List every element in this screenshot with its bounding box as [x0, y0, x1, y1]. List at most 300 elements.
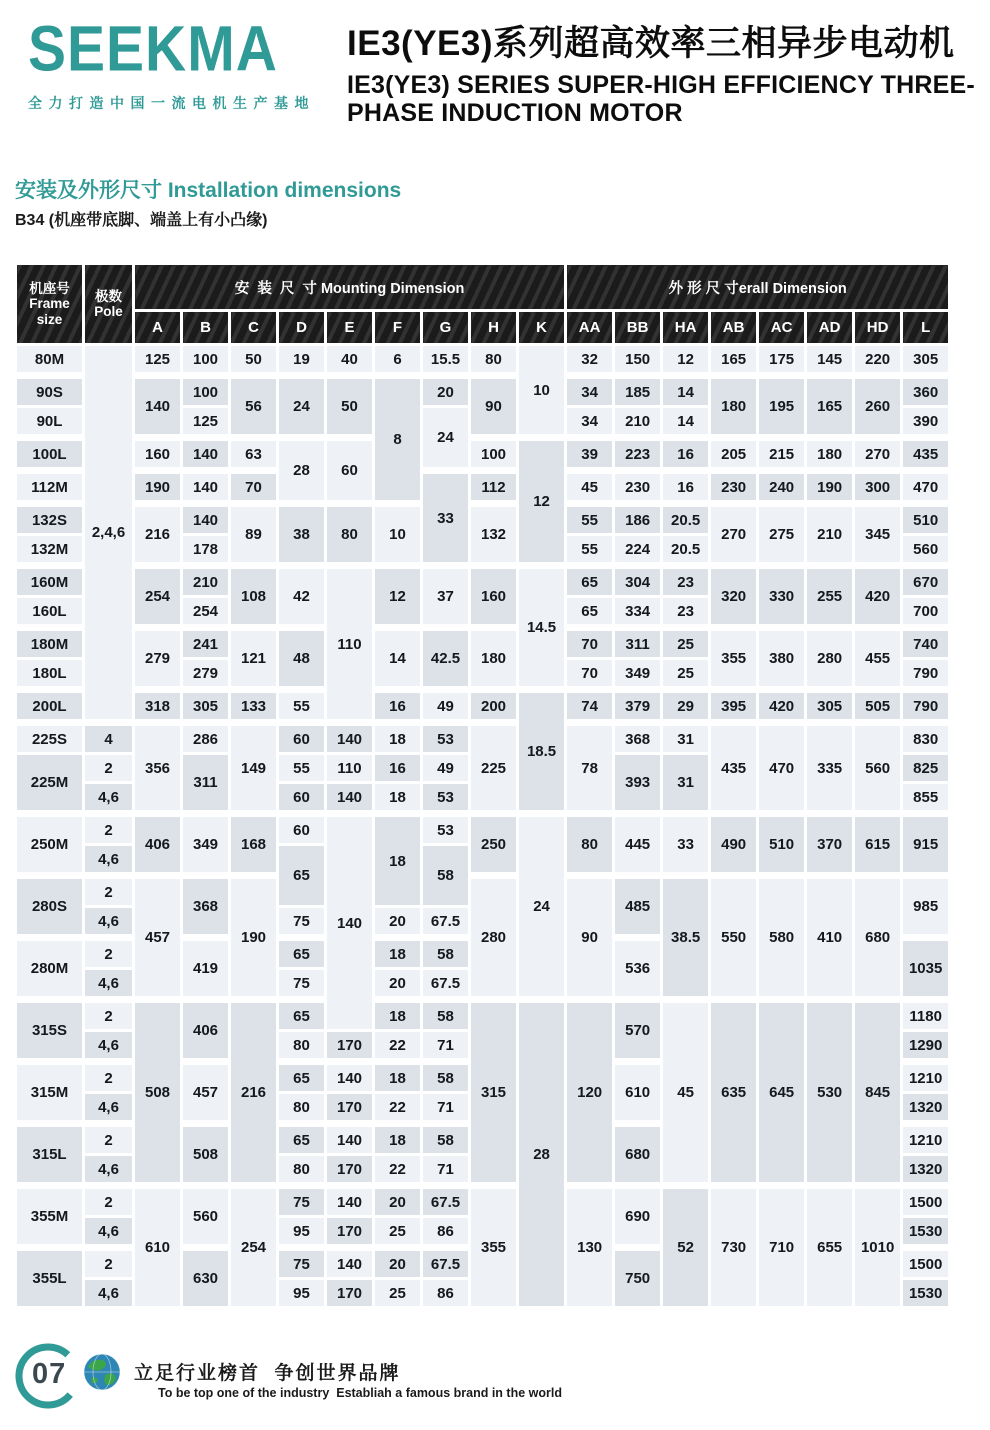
dimension-cell: 710: [758, 1186, 806, 1308]
footer-page-number: 07: [32, 1358, 67, 1390]
dimension-cell: 305: [182, 690, 230, 723]
dimension-cell: 49: [422, 690, 470, 723]
dimension-cell: 740: [902, 628, 950, 659]
dimension-cell: 39: [566, 438, 614, 471]
dimension-cell: 18: [374, 938, 422, 969]
dimension-cell: 510: [758, 814, 806, 876]
dimension-cell: 145: [806, 345, 854, 376]
dimension-cell: 80: [278, 1031, 326, 1062]
header-pole: [84, 264, 134, 345]
dimension-cell: 270: [710, 504, 758, 566]
dimension-cell: 140: [182, 504, 230, 535]
dimension-cell: 406: [182, 1000, 230, 1062]
dimension-cell: 216: [134, 504, 182, 566]
dimension-cell: 170: [326, 1093, 374, 1124]
dimension-cell: 1210: [902, 1124, 950, 1155]
dimension-cell: 31: [662, 723, 710, 754]
column-header-AC: AC: [758, 311, 806, 345]
dimension-cell: 455: [854, 628, 902, 690]
dimension-cell: 52: [662, 1186, 710, 1308]
dimension-cell: 95: [278, 1279, 326, 1308]
dimension-cell: 470: [758, 723, 806, 814]
dimension-cell: 160: [134, 438, 182, 471]
brand-logo: SEEKMA: [28, 13, 278, 86]
dimension-cell: 505: [854, 690, 902, 723]
dimension-cell: 560: [182, 1186, 230, 1248]
dimension-cell: 55: [278, 690, 326, 723]
column-header-H: H: [470, 311, 518, 345]
dimension-cell: 190: [230, 876, 278, 1000]
dimension-cell: 16: [662, 438, 710, 471]
page-title-block: [347, 16, 987, 127]
dimension-cell: 216: [230, 1000, 278, 1186]
dimension-cell: 100: [182, 376, 230, 407]
table-row: [16, 876, 950, 907]
dimension-cell: 318: [134, 690, 182, 723]
frame-size-cell: 160L: [16, 597, 84, 628]
dimension-cell: 71: [422, 1031, 470, 1062]
dimension-cell: 34: [566, 376, 614, 407]
dimension-cell: 560: [902, 535, 950, 566]
table-row: [16, 1186, 950, 1217]
dimension-cell: 12: [518, 438, 566, 566]
pole-cell: 4,6: [84, 1279, 134, 1308]
dimension-cell: 845: [854, 1000, 902, 1186]
dimension-cell: 60: [278, 723, 326, 754]
pole-cell: 4,6: [84, 783, 134, 814]
pole-cell: 4,6: [84, 969, 134, 1000]
dimension-cell: 670: [902, 566, 950, 597]
column-header-G: G: [422, 311, 470, 345]
dimension-cell: 22: [374, 1155, 422, 1186]
dimension-cell: 165: [710, 345, 758, 376]
dimension-cell: 355: [470, 1186, 518, 1308]
section-subheading: B34 (机座带底脚、端盖上有小凸缘): [15, 212, 268, 229]
dimension-cell: 58: [422, 1124, 470, 1155]
dimension-cell: 48: [278, 628, 326, 690]
dimension-cell: 360: [902, 376, 950, 407]
dimension-cell: 790: [902, 659, 950, 690]
dimension-cell: 190: [806, 471, 854, 504]
column-header-K: K: [518, 311, 566, 345]
dimension-cell: 74: [566, 690, 614, 723]
dimension-cell: 178: [182, 535, 230, 566]
dimension-cell: 368: [614, 723, 662, 754]
dimension-cell: 100: [470, 438, 518, 471]
pole-cell: 2: [84, 1248, 134, 1279]
dimension-cell: 60: [278, 783, 326, 814]
dimension-cell: 33: [422, 471, 470, 566]
dimension-cell: 1530: [902, 1279, 950, 1308]
dimension-cell: 6: [374, 345, 422, 376]
dimension-cell: 50: [230, 345, 278, 376]
dimension-cell: 560: [854, 723, 902, 814]
footer-slogan-cn: 立足行业榜首 争创世界品牌: [134, 1363, 401, 1384]
pole-cell: 2: [84, 876, 134, 907]
dimension-cell: 230: [614, 471, 662, 504]
dimension-cell: 65: [278, 938, 326, 969]
dimension-cell: 65: [566, 566, 614, 597]
dimension-cell: 1210: [902, 1062, 950, 1093]
dimension-cell: 536: [614, 938, 662, 1000]
dimension-cell: 45: [662, 1000, 710, 1186]
dimension-cell: 175: [758, 345, 806, 376]
table-row: [16, 690, 950, 723]
dimension-cell: 10: [374, 504, 422, 566]
dimension-cell: 58: [422, 1062, 470, 1093]
pole-cell: 4,6: [84, 1155, 134, 1186]
table-head-group-row: [16, 264, 950, 311]
table-body: [16, 345, 950, 1308]
footer-slogan-en: To be top one of the industry Establiah a famous brand in the world: [158, 1386, 562, 1400]
frame-size-cell: 315M: [16, 1062, 84, 1124]
table-row: [16, 504, 950, 535]
pole-cell: 2: [84, 1186, 134, 1217]
dimension-cell: 42: [278, 566, 326, 628]
dimension-cell: 419: [182, 938, 230, 1000]
column-header-AD: AD: [806, 311, 854, 345]
dimension-cell: 37: [422, 566, 470, 628]
dimension-cell: 255: [806, 566, 854, 628]
dimension-cell: 225: [470, 723, 518, 814]
frame-size-cell: 200L: [16, 690, 84, 723]
dimension-cell: 86: [422, 1279, 470, 1308]
dimension-cell: 230: [710, 471, 758, 504]
product-title-en-line1: IE3(YE3) SERIES SUPER-HIGH EFFICIENCY THREE-: [347, 71, 975, 99]
dimension-cell: 195: [758, 376, 806, 438]
dimension-cell: 240: [758, 471, 806, 504]
column-header-D: D: [278, 311, 326, 345]
dimension-cell: 280: [470, 876, 518, 1000]
dimension-cell: 18: [374, 1000, 422, 1031]
dimension-cell: 140: [326, 1186, 374, 1217]
dimension-cell: 20: [374, 907, 422, 938]
product-title-en-line2: PHASE INDUCTION MOTOR: [347, 99, 683, 127]
dimension-cell: 508: [134, 1000, 182, 1186]
dimension-cell: 305: [806, 690, 854, 723]
table-row: [16, 566, 950, 597]
dimension-cell: 140: [134, 376, 182, 438]
dimension-cell: 80: [326, 504, 374, 566]
dimension-cell: 550: [710, 876, 758, 1000]
dimension-cell: 420: [758, 690, 806, 723]
dimension-cell: 58: [422, 845, 470, 907]
dimension-cell: 580: [758, 876, 806, 1000]
dimension-cell: 140: [326, 1062, 374, 1093]
dimension-cell: 34: [566, 407, 614, 438]
column-header-HA: HA: [662, 311, 710, 345]
dimension-cell: 320: [710, 566, 758, 628]
dimension-cell: 28: [278, 438, 326, 504]
dimension-cell: 20: [422, 376, 470, 407]
dimension-cell: 379: [614, 690, 662, 723]
dimension-cell: 78: [566, 723, 614, 814]
dimension-cell: 67.5: [422, 1248, 470, 1279]
frame-size-cell: 160M: [16, 566, 84, 597]
dimension-cell: 445: [614, 814, 662, 876]
dimension-cell: 12: [662, 345, 710, 376]
dimension-cell: 420: [854, 566, 902, 628]
dimension-cell: 14: [662, 376, 710, 407]
dimension-cell: 570: [614, 1000, 662, 1062]
dimension-cell: 18: [374, 1124, 422, 1155]
globe-icon: [82, 1352, 122, 1392]
frame-size-cell: 225M: [16, 754, 84, 814]
dimension-cell: 140: [182, 471, 230, 504]
dimension-cell: 304: [614, 566, 662, 597]
dimension-cell: 170: [326, 1155, 374, 1186]
dimension-cell: 20.5: [662, 535, 710, 566]
dimension-cell: 18: [374, 723, 422, 754]
dimension-cell: 279: [182, 659, 230, 690]
dimension-cell: 645: [758, 1000, 806, 1186]
frame-size-cell: 132M: [16, 535, 84, 566]
dimension-cell: 16: [374, 754, 422, 783]
header-mounting-dimension: 安 装 尺 寸 Mounting Dimension: [134, 264, 566, 311]
column-header-C: C: [230, 311, 278, 345]
dimension-cell: 380: [758, 628, 806, 690]
dimension-cell: 250: [470, 814, 518, 876]
dimension-cell: 254: [134, 566, 182, 628]
pole-cell: 4,6: [84, 1217, 134, 1248]
dimension-cell: 38.5: [662, 876, 710, 1000]
dimension-cell: 334: [614, 597, 662, 628]
dimension-cell: 140: [326, 783, 374, 814]
dimension-cell: 275: [758, 504, 806, 566]
dimension-cell: 108: [230, 566, 278, 628]
table-head-columns-row: [16, 311, 950, 345]
dimension-cell: 60: [326, 438, 374, 504]
table-row: [16, 345, 950, 376]
dimension-cell: 80: [278, 1155, 326, 1186]
header-frame-en1: Frame: [29, 296, 70, 312]
dimension-cell: 530: [806, 1000, 854, 1186]
frame-size-cell: 315S: [16, 1000, 84, 1062]
dimension-cell: 75: [278, 969, 326, 1000]
dimension-cell: 20: [374, 1186, 422, 1217]
dimension-cell: 915: [902, 814, 950, 876]
frame-size-cell: 355M: [16, 1186, 84, 1248]
frame-size-cell: 132S: [16, 504, 84, 535]
dimension-cell: 140: [182, 438, 230, 471]
dimension-cell: 470: [902, 471, 950, 504]
dimension-cell: 10: [518, 345, 566, 438]
pole-cell: 4,6: [84, 907, 134, 938]
dimension-cell: 100: [182, 345, 230, 376]
dimension-cell: 200: [470, 690, 518, 723]
column-header-AA: AA: [566, 311, 614, 345]
dimension-cell: 12: [374, 566, 422, 628]
dimension-cell: 349: [614, 659, 662, 690]
dimension-cell: 70: [230, 471, 278, 504]
dimension-cell: 457: [182, 1062, 230, 1124]
dimension-cell: 615: [854, 814, 902, 876]
dimension-cell: 75: [278, 1186, 326, 1217]
dimensions-table: [14, 262, 951, 1309]
dimension-cell: 8: [374, 376, 422, 504]
pole-cell: 2: [84, 814, 134, 845]
table-row: [16, 628, 950, 659]
dimension-cell: 368: [182, 876, 230, 938]
table-row: [16, 814, 950, 845]
dimension-cell: 29: [662, 690, 710, 723]
dimension-cell: 15.5: [422, 345, 470, 376]
pole-cell: 2: [84, 938, 134, 969]
dimension-cell: 1290: [902, 1031, 950, 1062]
dimension-cell: 71: [422, 1155, 470, 1186]
dimension-cell: 790: [902, 690, 950, 723]
header-frame-cn: 机座号: [29, 281, 70, 297]
dimension-cell: 510: [902, 504, 950, 535]
dimension-cell: 345: [854, 504, 902, 566]
table-head: [16, 264, 950, 345]
dimension-cell: 680: [614, 1124, 662, 1186]
dimension-cell: 356: [134, 723, 182, 814]
dimension-cell: 40: [326, 345, 374, 376]
dimension-cell: 25: [374, 1279, 422, 1308]
dimension-cell: 160: [470, 566, 518, 628]
column-header-BB: BB: [614, 311, 662, 345]
dimension-cell: 16: [662, 471, 710, 504]
dimension-cell: 25: [374, 1217, 422, 1248]
dimension-cell: 110: [326, 754, 374, 783]
frame-size-cell: 250M: [16, 814, 84, 876]
dimension-cell: 50: [326, 376, 374, 438]
dimension-cell: 65: [278, 1124, 326, 1155]
pole-cell: 4,6: [84, 1093, 134, 1124]
product-title-cn: IE3(YE3)系列超高效率三相异步电动机: [347, 24, 955, 63]
dimension-cell: 150: [614, 345, 662, 376]
dimension-cell: 210: [806, 504, 854, 566]
dimension-cell: 25: [662, 659, 710, 690]
dimension-cell: 63: [230, 438, 278, 471]
dimension-cell: 254: [230, 1186, 278, 1308]
frame-size-cell: 225S: [16, 723, 84, 754]
pole-cell: 2: [84, 754, 134, 783]
dimension-cell: 170: [326, 1031, 374, 1062]
dimension-cell: 395: [710, 690, 758, 723]
dimension-cell: 18: [374, 1062, 422, 1093]
frame-size-cell: 90L: [16, 407, 84, 438]
dimension-cell: 305: [902, 345, 950, 376]
dimension-cell: 45: [566, 471, 614, 504]
dimension-cell: 89: [230, 504, 278, 566]
dimension-cell: 23: [662, 566, 710, 597]
dimension-cell: 20.5: [662, 504, 710, 535]
dimension-cell: 1320: [902, 1155, 950, 1186]
pole-cell: 4,6: [84, 845, 134, 876]
dimension-cell: 42.5: [422, 628, 470, 690]
dimension-cell: 49: [422, 754, 470, 783]
dimension-cell: 610: [134, 1186, 182, 1308]
dimension-cell: 95: [278, 1217, 326, 1248]
table-row: [16, 1000, 950, 1031]
dimension-cell: 65: [278, 1000, 326, 1031]
dimension-cell: 24: [422, 407, 470, 471]
dimension-cell: 18: [374, 814, 422, 907]
dimension-cell: 22: [374, 1031, 422, 1062]
dimension-cell: 65: [278, 845, 326, 907]
dimension-cell: 435: [902, 438, 950, 471]
brand-tagline: 全力打造中国一流电机生产基地: [28, 95, 315, 111]
dimension-cell: 18: [374, 783, 422, 814]
dimension-cell: 730: [710, 1186, 758, 1308]
dimension-cell: 140: [326, 1124, 374, 1155]
dimension-cell: 53: [422, 723, 470, 754]
column-header-E: E: [326, 311, 374, 345]
dimension-cell: 67.5: [422, 969, 470, 1000]
dimension-cell: 1010: [854, 1186, 902, 1308]
column-header-B: B: [182, 311, 230, 345]
dimension-cell: 690: [614, 1186, 662, 1248]
dimension-cell: 457: [134, 876, 182, 1000]
dimension-cell: 1530: [902, 1217, 950, 1248]
header-frame-size: [16, 264, 84, 345]
dimension-cell: 70: [566, 628, 614, 659]
page-footer: [6, 1336, 906, 1422]
pole-cell: 2: [84, 1124, 134, 1155]
dimension-cell: 140: [326, 814, 374, 1031]
dimension-cell: 180: [806, 438, 854, 471]
dimension-cell: 23: [662, 597, 710, 628]
dimension-cell: 215: [758, 438, 806, 471]
dimension-cell: 330: [758, 566, 806, 628]
dimension-cell: 1035: [902, 938, 950, 1000]
dimension-cell: 58: [422, 1000, 470, 1031]
dimension-cell: 170: [326, 1279, 374, 1308]
table-row: [16, 723, 950, 754]
column-header-A: A: [134, 311, 182, 345]
column-header-F: F: [374, 311, 422, 345]
dimension-cell: 24: [278, 376, 326, 438]
dimension-cell: 390: [902, 407, 950, 438]
column-header-AB: AB: [710, 311, 758, 345]
dimension-cell: 335: [806, 723, 854, 814]
product-title-en: [347, 71, 987, 127]
dimension-cell: 311: [182, 754, 230, 814]
dimension-cell: 254: [182, 597, 230, 628]
dimension-cell: 33: [662, 814, 710, 876]
dimension-cell: 16: [374, 690, 422, 723]
dimension-cell: 205: [710, 438, 758, 471]
dimension-cell: 185: [614, 376, 662, 407]
header-pole-cn: 极数: [95, 288, 122, 304]
dimension-cell: 355: [710, 628, 758, 690]
dimension-cell: 224: [614, 535, 662, 566]
dimension-cell: 635: [710, 1000, 758, 1186]
dimension-cell: 60: [278, 814, 326, 845]
dimension-cell: 20: [374, 1248, 422, 1279]
dimension-cell: 90: [470, 376, 518, 438]
dimension-cell: 508: [182, 1124, 230, 1186]
dimension-cell: 186: [614, 504, 662, 535]
dimension-cell: 53: [422, 814, 470, 845]
dimension-cell: 830: [902, 723, 950, 754]
frame-size-cell: 90S: [16, 376, 84, 407]
dimension-cell: 121: [230, 628, 278, 690]
dimension-cell: 53: [422, 783, 470, 814]
dimension-cell: 1320: [902, 1093, 950, 1124]
dimension-cell: 220: [854, 345, 902, 376]
dimension-cell: 680: [854, 876, 902, 1000]
frame-size-cell: 112M: [16, 471, 84, 504]
dimension-cell: 75: [278, 1248, 326, 1279]
dimension-cell: 55: [566, 535, 614, 566]
dimension-cell: 406: [134, 814, 182, 876]
pole-cell: 4: [84, 723, 134, 754]
dimension-cell: 315: [470, 1000, 518, 1186]
dimension-cell: 655: [806, 1186, 854, 1308]
